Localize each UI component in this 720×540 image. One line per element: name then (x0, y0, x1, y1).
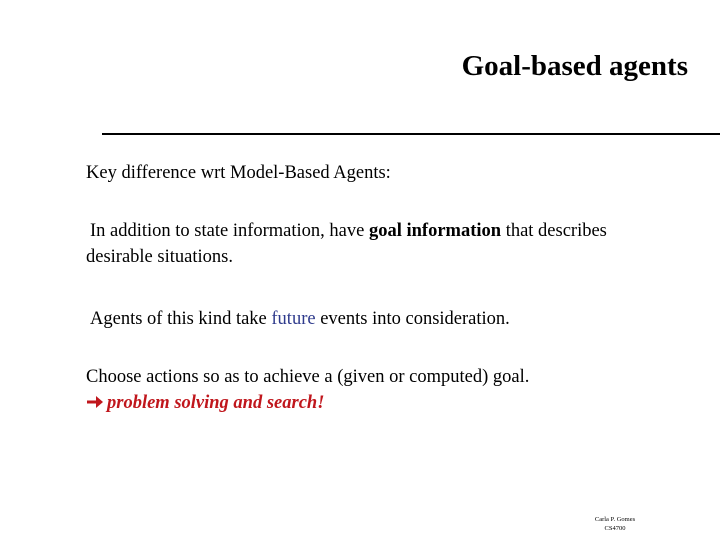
problem-solving-text: problem solving and search! (107, 393, 325, 413)
title-divider (102, 133, 720, 135)
problem-solving-line (86, 390, 324, 416)
future-before: Agents of this kind take (90, 309, 272, 329)
future-highlight: future (271, 309, 316, 329)
key-difference-text: Key difference wrt Model-Based Agents: (86, 163, 391, 183)
state-info-line1 (90, 218, 607, 244)
future-events-text (90, 306, 510, 332)
footer-author: Carla P. Gomes (594, 516, 636, 523)
slide-footer (585, 515, 645, 533)
right-arrow-icon (86, 390, 104, 416)
state-info-line2: desirable situations. (86, 247, 233, 267)
state-info-after: that describes (501, 221, 607, 241)
slide-title: Goal-based agents (461, 50, 688, 82)
future-after: events into consideration. (315, 309, 510, 329)
choose-actions-text: Choose actions so as to achieve a (given or computed) goal. (86, 367, 530, 387)
state-info-before: In addition to state information, have (90, 221, 369, 241)
goal-information-bold: goal information (368, 221, 502, 241)
footer-course: CS4700 (604, 525, 626, 532)
